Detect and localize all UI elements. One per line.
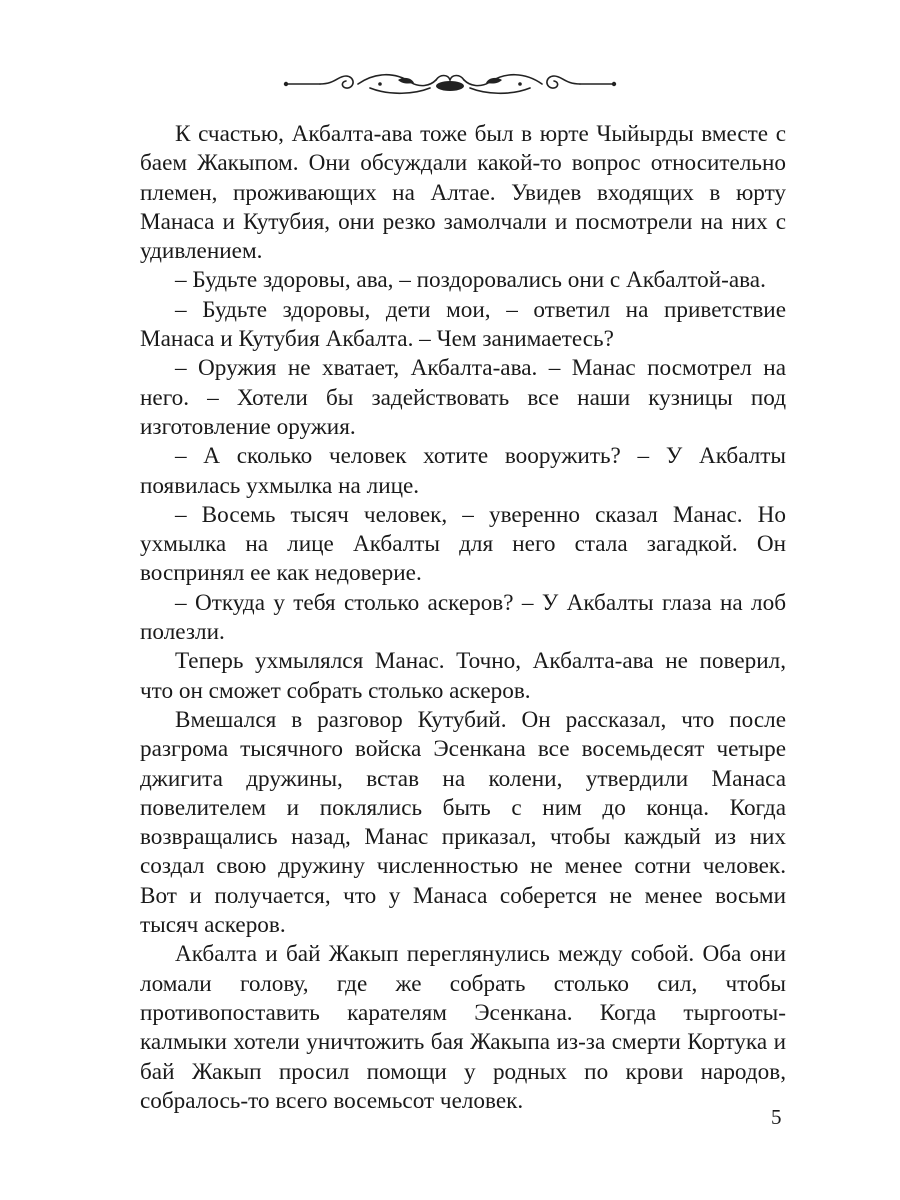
decorative-divider-icon	[280, 64, 620, 104]
page-number: 5	[771, 1105, 782, 1129]
paragraph-3: – Будьте здоровы, дети мои, – ответил на приветствие Манаса и Кутубия Акбалта. – Чем занимаетесь?	[140, 296, 786, 353]
paragraph-7: – Откуда у тебя столько аскеров? – У Акбалты глаза на лоб полезли.	[140, 589, 786, 646]
paragraph-6: – Восемь тысяч человек, – уверенно сказал Манас. Но ухмылка на лице Акбалты для него стала загадкой. Он воспринял ее как недоверие.	[140, 501, 786, 587]
paragraph-8: Теперь ухмылялся Манас. Точно, Акбалта-ава не поверил, что он сможет собрать столько аскеров.	[140, 648, 786, 704]
paragraph-5: – А сколько человек хотите вооружить? – У Акбалты появилась ухмылка на лице.	[140, 443, 786, 499]
paragraph-1: К счастью, Акбалта-ава тоже был в юрте Чыйырды вместе с баем Жакыпом. Они обсуждали какой-то вопрос относительно племен, проживающих на Алтае. Увидев входящих в юрту Манаса и Кутубия, они резко замолчали и посмотрели на них с удивлением.	[140, 121, 786, 265]
paragraph-4: – Оружия не хватает, Акбалта-ава. – Манас посмотрел на него. – Хотели бы задействовать все наши кузницы под изготовление оружия.	[140, 355, 786, 440]
paragraph-10: Акбалта и бай Жакып переглянулись между собой. Оба они ломали голову, где же собрать столько сил, чтобы противопоставить карателям Эсенкана. Когда тыргооты-калмыки хотели уничтожить бая Жакыпа из-за смерти Кортука и бай Жакып просил помощи у родных по крови народов, собралось-то всего восемьсот человек.	[140, 941, 786, 1114]
body-text	[140, 120, 786, 1116]
paragraph-9: Вмешался в разговор Кутубий. Он рассказал, что после разгрома тысячного войска Эсенкана все восемьдесят четыре джигита дружины, встав на колени, утвердили Манаса повелителем и поклялись быть с ним до конца. Когда возвращались назад, Манас приказал, чтобы каждый из них создал свою дружину численностью не менее сотни человек. Вот и получается, что у Манаса соберется не менее восьми тысяч аскеров.	[140, 706, 786, 939]
paragraph-2: – Будьте здоровы, ава, – поздоровались они с Акбалтой-ава.	[175, 267, 766, 294]
